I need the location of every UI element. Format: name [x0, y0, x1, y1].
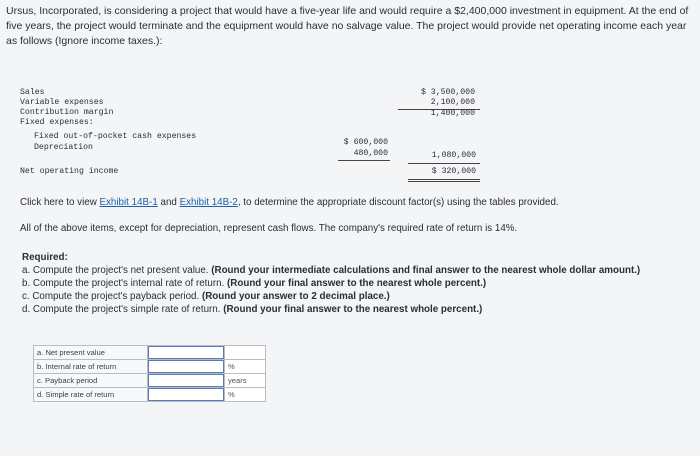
required-section: [22, 251, 692, 316]
srr-input[interactable]: [148, 388, 225, 402]
answer-unit: %: [225, 388, 266, 402]
depreciation-value: 480,000: [353, 149, 388, 158]
required-a: a. Compute the project's net present value. (Round your intermediate calculations and final answer to the nearest whole dollar amount.): [22, 265, 641, 276]
net-operating-income-value: $ 320,000: [431, 167, 476, 176]
payback-input[interactable]: [148, 374, 225, 388]
required-heading: Required:: [22, 252, 68, 263]
required-c: c. Compute the project's payback period. (Round your answer to 2 decimal place.): [22, 291, 390, 302]
cash-flow-note: All of the above items, except for depreciation, represent cash flows. The company's required rate of return is 14%.: [20, 223, 518, 234]
answer-unit: %: [225, 360, 266, 374]
variable-expenses-value: 2,100,000: [430, 98, 475, 107]
problem-intro: Ursus, Incorporated, is considering a project that would have a five-year life and would require a $2,400,000 investment in equipment. At the end of five years, the project would terminate and the equipment would have no salvage value. The project would provide net operating income each year as follows (Ignore income taxes.):: [6, 5, 689, 47]
variable-expenses-label: Variable expenses: [20, 98, 104, 107]
out-of-pocket-value: $ 600,000: [343, 138, 388, 147]
contribution-margin-label: Contribution margin: [20, 108, 114, 117]
answer-label: d. Simple rate of return: [34, 388, 148, 402]
exhibit-suffix: , to determine the appropriate discount factor(s) using the tables provided.: [237, 197, 559, 208]
out-of-pocket-label: Fixed out-of-pocket cash expenses: [34, 132, 197, 141]
exhibit-instructions: [20, 197, 559, 208]
exhibit-14b-2-link[interactable]: Exhibit 14B-2: [179, 197, 238, 208]
required-d: d. Compute the project's simple rate of return. (Round your final answer to the nearest whole percent.): [22, 304, 483, 315]
sales-label: Sales: [20, 88, 45, 97]
underline: [338, 160, 390, 161]
depreciation-label: Depreciation: [34, 143, 93, 152]
fixed-expenses-label: Fixed expenses:: [20, 118, 94, 127]
answer-unit: [225, 346, 266, 360]
sales-value: $ 3,500,000: [420, 88, 475, 97]
answer-row-npv: [34, 346, 266, 360]
contribution-margin-value: 1,400,000: [430, 109, 475, 118]
underline: [408, 163, 480, 164]
income-statement: [20, 88, 490, 183]
double-underline: [408, 179, 480, 180]
double-underline: [408, 181, 480, 182]
answer-label: b. Internal rate of return: [34, 360, 148, 374]
exhibit-prefix: Click here to view: [20, 197, 100, 208]
answer-unit: years: [225, 374, 266, 388]
irr-input[interactable]: [148, 360, 225, 374]
answer-row-srr: [34, 388, 266, 402]
answer-label: a. Net present value: [34, 346, 148, 360]
answer-label: c. Payback period: [34, 374, 148, 388]
answer-row-payback: [34, 374, 266, 388]
required-b: b. Compute the project's internal rate of return. (Round your final answer to the nearest whole percent.): [22, 278, 487, 289]
depreciation-total: 1,080,000: [431, 151, 476, 160]
exhibit-middle: and: [157, 197, 180, 208]
net-operating-income-label: Net operating income: [20, 167, 119, 176]
answer-table: [33, 345, 266, 402]
exhibit-14b-1-link[interactable]: Exhibit 14B-1: [99, 197, 158, 208]
npv-input[interactable]: [148, 346, 225, 360]
answer-row-irr: [34, 360, 266, 374]
